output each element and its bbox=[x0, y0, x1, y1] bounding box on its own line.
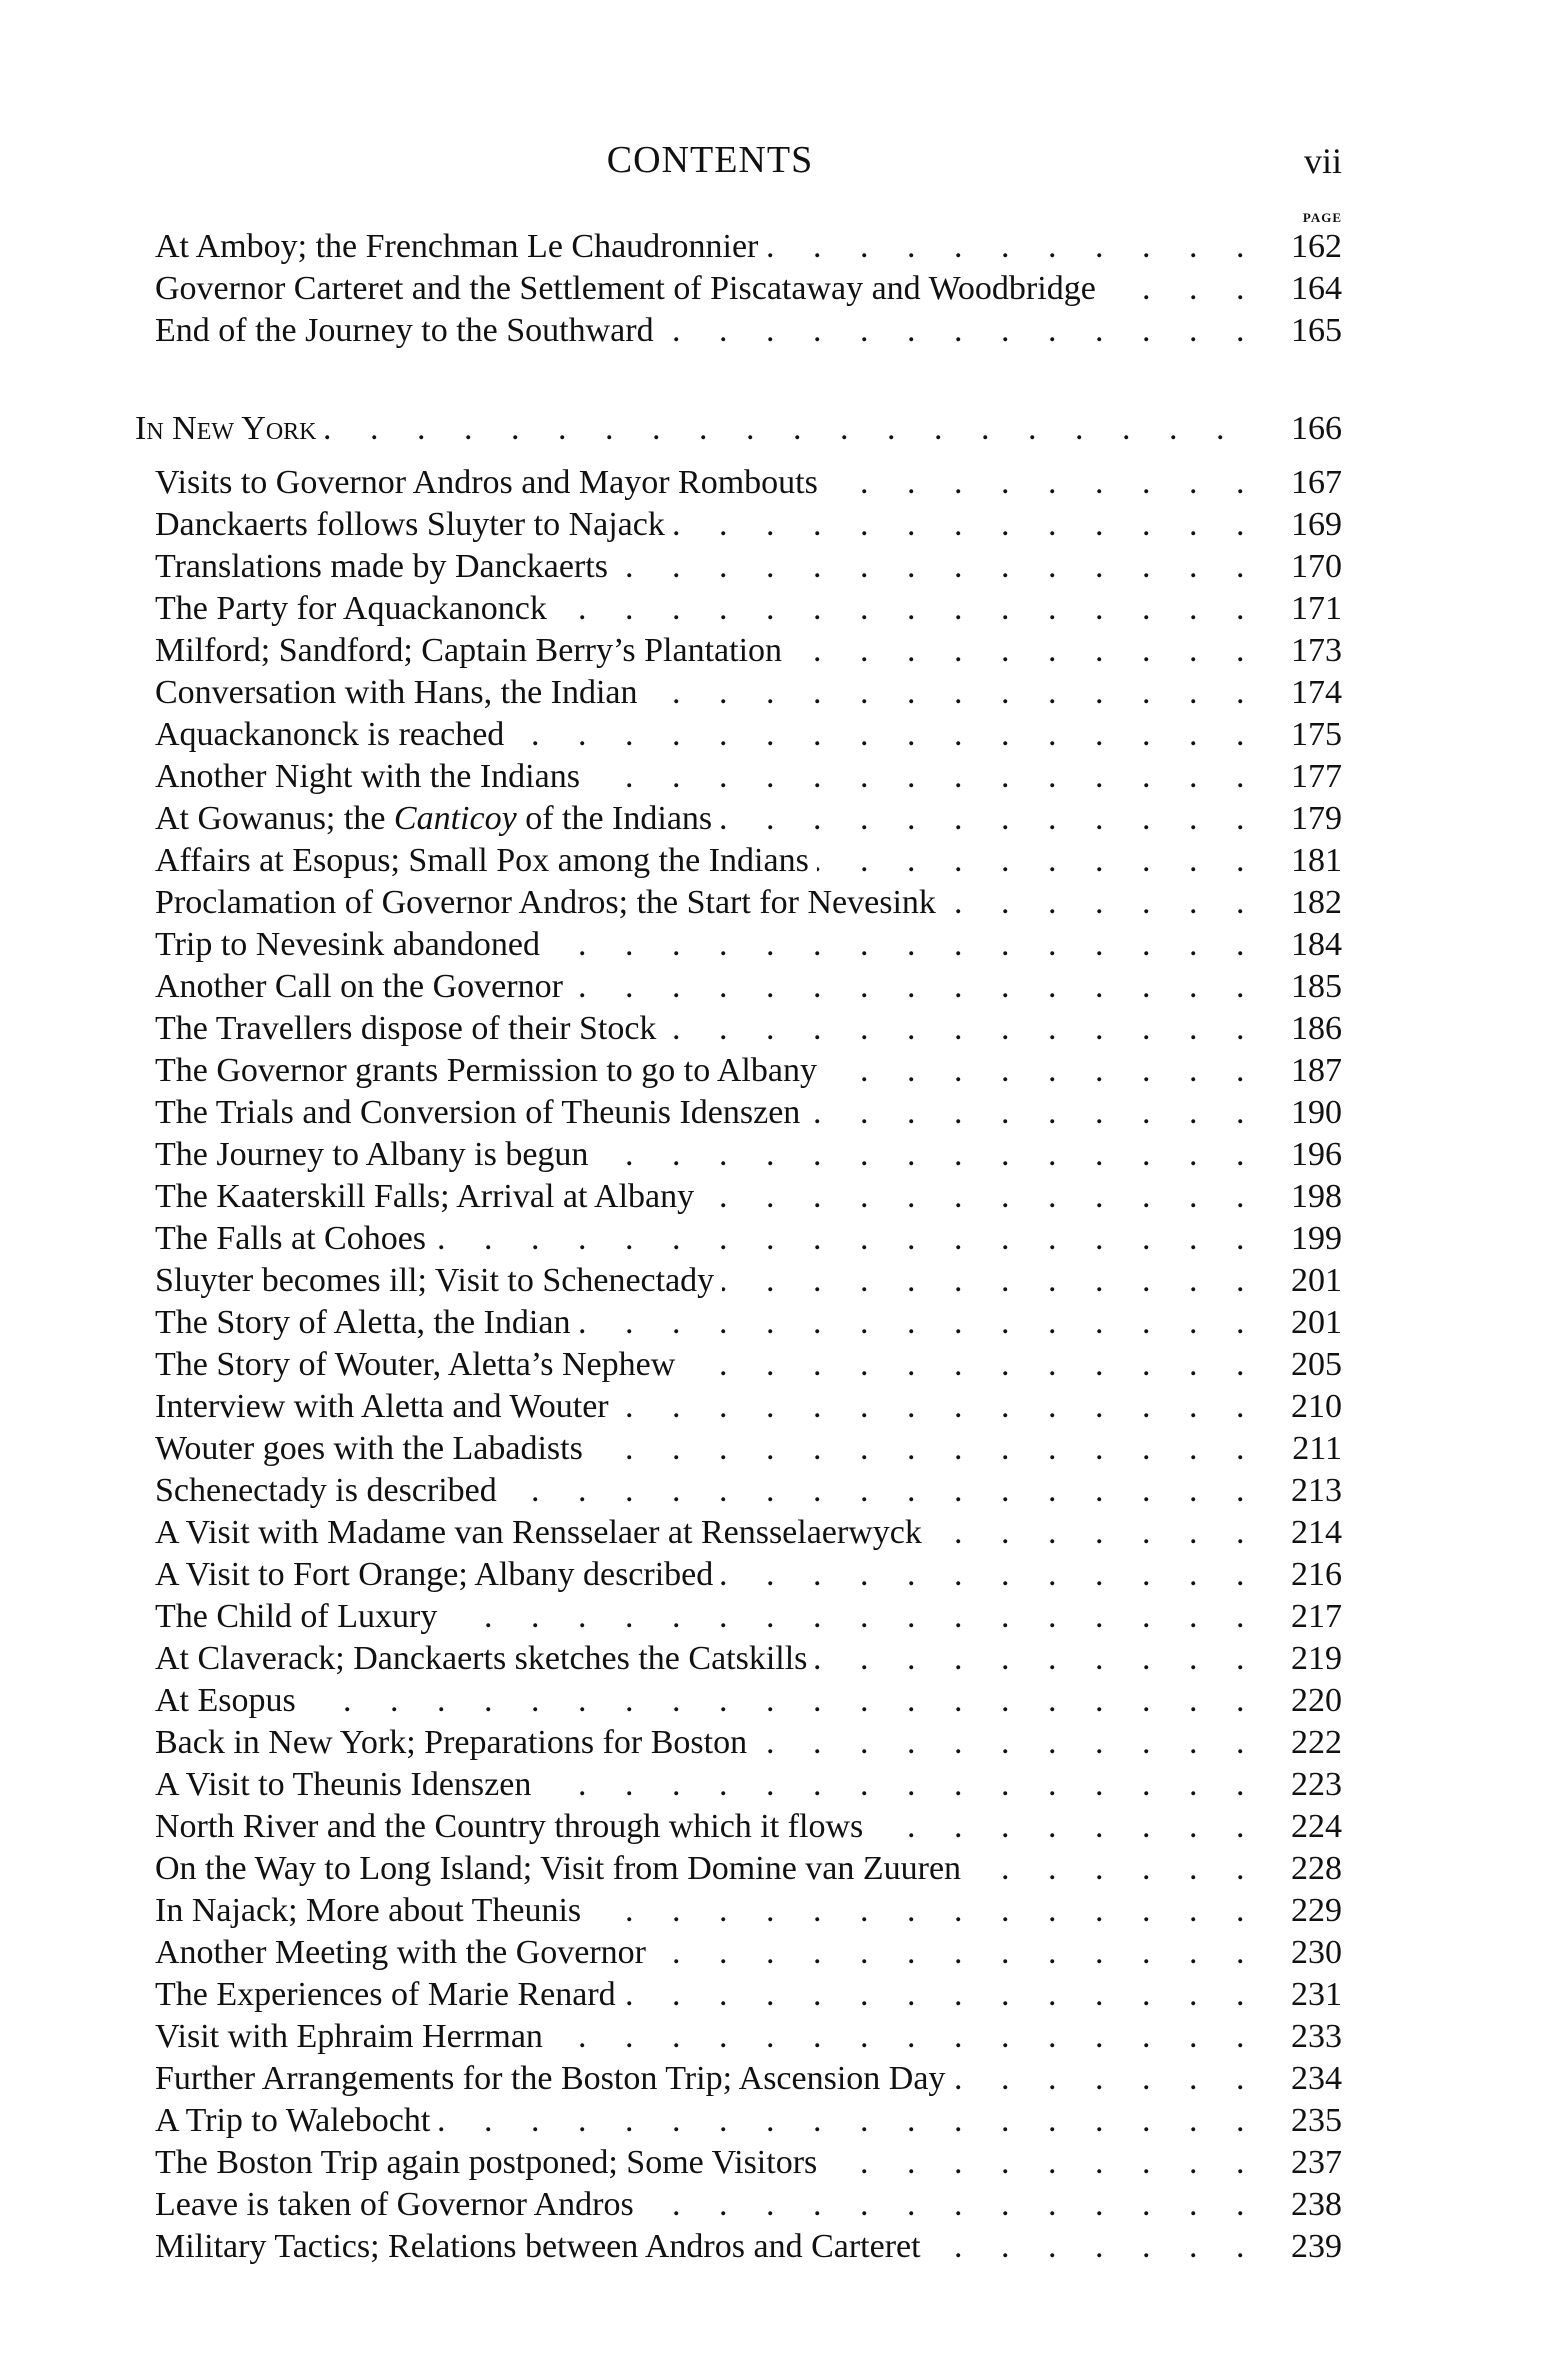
toc-entry-title: The Kaaterskill Falls; Arrival at Albany bbox=[155, 1178, 702, 1215]
toc-entry-leader bbox=[155, 882, 1280, 924]
toc-entry bbox=[0, 1008, 1551, 1050]
toc-entry-title: The Trials and Conversion of Theunis Idenszen bbox=[155, 1094, 808, 1131]
toc-entry-leader bbox=[155, 1008, 1280, 1050]
toc-entry-page: 184 bbox=[1291, 926, 1342, 963]
toc-entry-leader bbox=[155, 630, 1280, 672]
toc-entry bbox=[0, 1470, 1551, 1512]
toc-entry-leader bbox=[155, 840, 1280, 882]
toc-entry bbox=[0, 1974, 1551, 2016]
toc-entry bbox=[0, 1218, 1551, 1260]
toc-entry-page: 239 bbox=[1291, 2228, 1342, 2265]
toc-entry-leader bbox=[155, 462, 1280, 504]
toc-entry-leader bbox=[155, 1680, 1280, 1722]
page-column-label: PAGE bbox=[1302, 210, 1342, 225]
toc-entry-title: Proclamation of Governor Andros; the Start for Nevesink bbox=[155, 884, 944, 921]
toc-entry-leader bbox=[155, 1386, 1280, 1428]
toc-entry-title: Sluyter becomes ill; Visit to Schenectady bbox=[155, 1262, 722, 1299]
toc-entry bbox=[0, 268, 1551, 310]
toc-entry-title: The Falls at Cohoes bbox=[155, 1220, 434, 1257]
toc-entry-title: Aquackanonck is reached bbox=[155, 716, 512, 753]
toc-entry-page: 190 bbox=[1291, 1094, 1342, 1131]
toc-entry-leader bbox=[155, 714, 1280, 756]
toc-entry-leader bbox=[155, 672, 1280, 714]
toc-entry-leader bbox=[155, 1806, 1280, 1848]
toc-entry bbox=[0, 310, 1551, 352]
toc-entry-leader bbox=[155, 2226, 1280, 2268]
toc-entry-leader bbox=[155, 268, 1280, 310]
toc-entry-list bbox=[0, 462, 1551, 2268]
toc-entry-page: 228 bbox=[1291, 1850, 1342, 1887]
toc-entry bbox=[0, 546, 1551, 588]
toc-entry-leader bbox=[155, 504, 1280, 546]
toc-entry-leader bbox=[155, 2016, 1280, 2058]
toc-entry-leader bbox=[155, 1932, 1280, 1974]
toc-entry-leader bbox=[155, 1596, 1280, 1638]
toc-entry bbox=[0, 882, 1551, 924]
toc-entry-title: At Esopus bbox=[155, 1682, 304, 1719]
toc-entry-page: 214 bbox=[1291, 1514, 1342, 1551]
toc-entry bbox=[0, 1512, 1551, 1554]
toc-entry-title: North River and the Country through which it flows bbox=[155, 1808, 871, 1845]
toc-entry bbox=[0, 1932, 1551, 1974]
toc-entry bbox=[0, 756, 1551, 798]
toc-entry bbox=[0, 226, 1551, 268]
toc-entry-title: Visits to Governor Andros and Mayor Rombouts bbox=[155, 464, 826, 501]
toc-entry-page: 229 bbox=[1291, 1892, 1342, 1929]
toc-entry-title: In Najack; More about Theunis bbox=[155, 1892, 589, 1929]
toc-entry-title: Danckaerts follows Sluyter to Najack bbox=[155, 506, 673, 543]
toc-entry-page: 233 bbox=[1291, 2018, 1342, 2055]
toc-entry bbox=[0, 1260, 1551, 1302]
toc-entry-page: 201 bbox=[1291, 1262, 1342, 1299]
toc-entry-page: 167 bbox=[1291, 464, 1342, 501]
toc-entry-page: 223 bbox=[1291, 1766, 1342, 1803]
toc-entry-title: Another Call on the Governor bbox=[155, 968, 571, 1005]
toc-entry bbox=[0, 588, 1551, 630]
toc-entry-page: 224 bbox=[1291, 1808, 1342, 1845]
toc-entry-page: 219 bbox=[1291, 1640, 1342, 1677]
toc-entry-title: The Story of Aletta, the Indian bbox=[155, 1304, 578, 1341]
toc-entry bbox=[0, 1680, 1551, 1722]
toc-entry-title: At Amboy; the Frenchman Le Chaudronnier bbox=[155, 228, 766, 265]
toc-entry-title: Another Night with the Indians bbox=[155, 758, 588, 795]
toc-entry-leader bbox=[155, 1890, 1280, 1932]
toc-entry-page: 198 bbox=[1291, 1178, 1342, 1215]
toc-entry-leader bbox=[155, 924, 1280, 966]
toc-entry-leader bbox=[155, 2100, 1280, 2142]
toc-entry-title: The Journey to Albany is begun bbox=[155, 1136, 596, 1173]
toc-intro-list bbox=[0, 226, 1551, 352]
toc-entry bbox=[0, 672, 1551, 714]
toc-entry-page: 199 bbox=[1291, 1220, 1342, 1257]
toc-entry-title: Back in New York; Preparations for Boston bbox=[155, 1724, 755, 1761]
toc-entry bbox=[0, 2184, 1551, 2226]
toc-entry-title: The Party for Aquackanonck bbox=[155, 590, 555, 627]
toc-entry-page: 222 bbox=[1291, 1724, 1342, 1761]
toc-entry-page: 196 bbox=[1291, 1136, 1342, 1173]
toc-entry-title: Affairs at Esopus; Small Pox among the Indians bbox=[155, 842, 817, 879]
toc-entry bbox=[0, 1764, 1551, 1806]
toc-entry-leader bbox=[155, 1512, 1280, 1554]
toc-entry-page: 235 bbox=[1291, 2102, 1342, 2139]
toc-entry-title: At Claverack; Danckaerts sketches the Catskills bbox=[155, 1640, 815, 1677]
toc-entry bbox=[0, 1176, 1551, 1218]
toc-entry-title: Schenectady is described bbox=[155, 1472, 505, 1509]
toc-entry-page: 171 bbox=[1291, 590, 1342, 627]
toc-entry-title: At Gowanus; the Canticoy of the Indians bbox=[155, 800, 720, 837]
toc-entry-leader bbox=[155, 1176, 1280, 1218]
toc-entry-title: The Child of Luxury bbox=[155, 1598, 445, 1635]
toc-entry-page: 181 bbox=[1291, 842, 1342, 879]
toc-entry-leader bbox=[155, 1218, 1280, 1260]
toc-entry-page: 187 bbox=[1291, 1052, 1342, 1089]
toc-entry-page: 217 bbox=[1291, 1598, 1342, 1635]
toc-entry-page: 211 bbox=[1292, 1430, 1342, 1467]
toc-entry-page: 210 bbox=[1291, 1388, 1342, 1425]
toc-entry-page: 170 bbox=[1291, 548, 1342, 585]
toc-entry bbox=[0, 1302, 1551, 1344]
toc-entry-leader bbox=[155, 1638, 1280, 1680]
toc-entry-title: On the Way to Long Island; Visit from Domine van Zuuren bbox=[155, 1850, 969, 1887]
toc-entry-page: 164 bbox=[1291, 270, 1342, 307]
toc-entry bbox=[0, 1554, 1551, 1596]
toc-entry-page: 231 bbox=[1291, 1976, 1342, 2013]
toc-entry-page: 175 bbox=[1291, 716, 1342, 753]
toc-entry-leader bbox=[155, 310, 1280, 352]
toc-entry-title: Another Meeting with the Governor bbox=[155, 1934, 654, 1971]
toc-entry-leader bbox=[155, 1092, 1280, 1134]
toc-entry bbox=[0, 2226, 1551, 2268]
toc-entry-title: A Visit to Fort Orange; Albany described bbox=[155, 1556, 721, 1593]
toc-entry-leader bbox=[155, 1344, 1280, 1386]
toc-entry-title: The Boston Trip again postponed; Some Visitors bbox=[155, 2144, 825, 2181]
toc-entry-title: End of the Journey to the Southward bbox=[155, 312, 662, 349]
toc-entry bbox=[0, 1386, 1551, 1428]
toc-entry-title: Trip to Nevesink abandoned bbox=[155, 926, 548, 963]
toc-entry bbox=[0, 1344, 1551, 1386]
toc-entry bbox=[0, 1638, 1551, 1680]
toc-entry-title: A Trip to Walebocht bbox=[155, 2102, 438, 2139]
toc-entry-leader bbox=[155, 1050, 1280, 1092]
toc-entry bbox=[0, 1806, 1551, 1848]
toc-entry-leader bbox=[155, 1554, 1280, 1596]
toc-entry bbox=[0, 1050, 1551, 1092]
toc-entry-title: Further Arrangements for the Boston Trip; Ascension Day bbox=[155, 2060, 953, 2097]
toc-entry-title: The Governor grants Permission to go to Albany bbox=[155, 1052, 825, 1089]
toc-entry-title: Governor Carteret and the Settlement of Piscataway and Woodbridge bbox=[155, 270, 1104, 307]
toc-entry-title: Conversation with Hans, the Indian bbox=[155, 674, 646, 711]
section-row-new-york bbox=[0, 408, 1551, 450]
toc-entry-page: 237 bbox=[1291, 2144, 1342, 2181]
section-page-number: 166 bbox=[1291, 410, 1342, 447]
toc-entry bbox=[0, 1722, 1551, 1764]
toc-entry-title: The Travellers dispose of their Stock bbox=[155, 1010, 664, 1047]
toc-entry-title: Visit with Ephraim Herrman bbox=[155, 2018, 551, 2055]
toc-entry-leader bbox=[155, 1764, 1280, 1806]
toc-section-heading bbox=[0, 408, 1551, 450]
toc-entry bbox=[0, 504, 1551, 546]
toc-entry-title: The Experiences of Marie Renard bbox=[155, 1976, 624, 2013]
toc-entry-leader bbox=[155, 2184, 1280, 2226]
toc-entry-title: Translations made by Danckaerts bbox=[155, 548, 616, 585]
toc-entry-page: 162 bbox=[1291, 228, 1342, 265]
toc-entry-leader bbox=[155, 1134, 1280, 1176]
toc-entry bbox=[0, 2016, 1551, 2058]
toc-entry-leader bbox=[155, 1428, 1280, 1470]
toc-entry-leader bbox=[155, 226, 1280, 268]
toc-entry-page: 185 bbox=[1291, 968, 1342, 1005]
toc-entry-leader bbox=[155, 966, 1280, 1008]
toc-entry-leader bbox=[155, 1260, 1280, 1302]
toc-entry bbox=[0, 1092, 1551, 1134]
toc-entry bbox=[0, 2142, 1551, 2184]
toc-entry-leader bbox=[155, 546, 1280, 588]
toc-entry bbox=[0, 1596, 1551, 1638]
section-heading-prefix: In bbox=[135, 410, 164, 447]
section-heading bbox=[135, 408, 1260, 450]
toc-entry-leader bbox=[155, 588, 1280, 630]
toc-entry bbox=[0, 966, 1551, 1008]
toc-entry-title: Wouter goes with the Labadists bbox=[155, 1430, 591, 1467]
toc-entry-page: 169 bbox=[1291, 506, 1342, 543]
toc-entry-leader bbox=[155, 2058, 1280, 2100]
toc-entry-leader bbox=[155, 2142, 1280, 2184]
toc-entry-page: 174 bbox=[1291, 674, 1342, 711]
toc-entry bbox=[0, 462, 1551, 504]
toc-entry bbox=[0, 840, 1551, 882]
toc-entry bbox=[0, 798, 1551, 840]
toc-entry bbox=[0, 1134, 1551, 1176]
toc-entry-page: 230 bbox=[1291, 1934, 1342, 1971]
toc-entry-page: 205 bbox=[1291, 1346, 1342, 1383]
toc-entry-page: 179 bbox=[1291, 800, 1342, 837]
toc-entry-leader bbox=[155, 1470, 1280, 1512]
toc-entry-page: 201 bbox=[1291, 1304, 1342, 1341]
running-title: CONTENTS bbox=[606, 139, 814, 181]
toc-entry-page: 182 bbox=[1291, 884, 1342, 921]
section-heading-text: New York bbox=[172, 410, 317, 447]
toc-entry-title: The Story of Wouter, Aletta’s Nephew bbox=[155, 1346, 683, 1383]
toc-entry-page: 165 bbox=[1291, 312, 1342, 349]
toc-entry-title: Interview with Aletta and Wouter bbox=[155, 1388, 617, 1425]
toc-entry-page: 186 bbox=[1291, 1010, 1342, 1047]
toc-entry-page: 177 bbox=[1291, 758, 1342, 795]
toc-entry-title: A Visit with Madame van Rensselaer at Rensselaerwyck bbox=[155, 1514, 930, 1551]
toc-entry-title: Leave is taken of Governor Andros bbox=[155, 2186, 642, 2223]
toc-entry-page: 173 bbox=[1291, 632, 1342, 669]
toc-entry-title: Milford; Sandford; Captain Berry’s Plantation bbox=[155, 632, 790, 669]
toc-entry-leader bbox=[155, 756, 1280, 798]
page-header bbox=[0, 138, 1551, 188]
toc-entry-leader bbox=[155, 798, 1280, 840]
toc-entry-leader bbox=[155, 1974, 1280, 2016]
toc-entry bbox=[0, 2100, 1551, 2142]
toc-entry-leader bbox=[155, 1302, 1280, 1344]
toc-entry-title: Military Tactics; Relations between Andros and Carteret bbox=[155, 2228, 929, 2265]
toc-entry bbox=[0, 1890, 1551, 1932]
toc-entry bbox=[0, 714, 1551, 756]
toc-entry-page: 234 bbox=[1291, 2060, 1342, 2097]
toc-entry-page: 220 bbox=[1291, 1682, 1342, 1719]
toc-entry bbox=[0, 630, 1551, 672]
toc-entry-page: 238 bbox=[1291, 2186, 1342, 2223]
toc-entry-page: 216 bbox=[1291, 1556, 1342, 1593]
toc-entry bbox=[0, 2058, 1551, 2100]
toc-entry bbox=[0, 1428, 1551, 1470]
toc-entry-leader bbox=[155, 1848, 1280, 1890]
toc-entry-leader bbox=[155, 1722, 1280, 1764]
toc-entry bbox=[0, 924, 1551, 966]
toc-entry bbox=[0, 1848, 1551, 1890]
page-number: vii bbox=[1303, 141, 1342, 181]
toc-entry-page: 213 bbox=[1291, 1472, 1342, 1509]
toc-entry-title: A Visit to Theunis Idenszen bbox=[155, 1766, 539, 1803]
